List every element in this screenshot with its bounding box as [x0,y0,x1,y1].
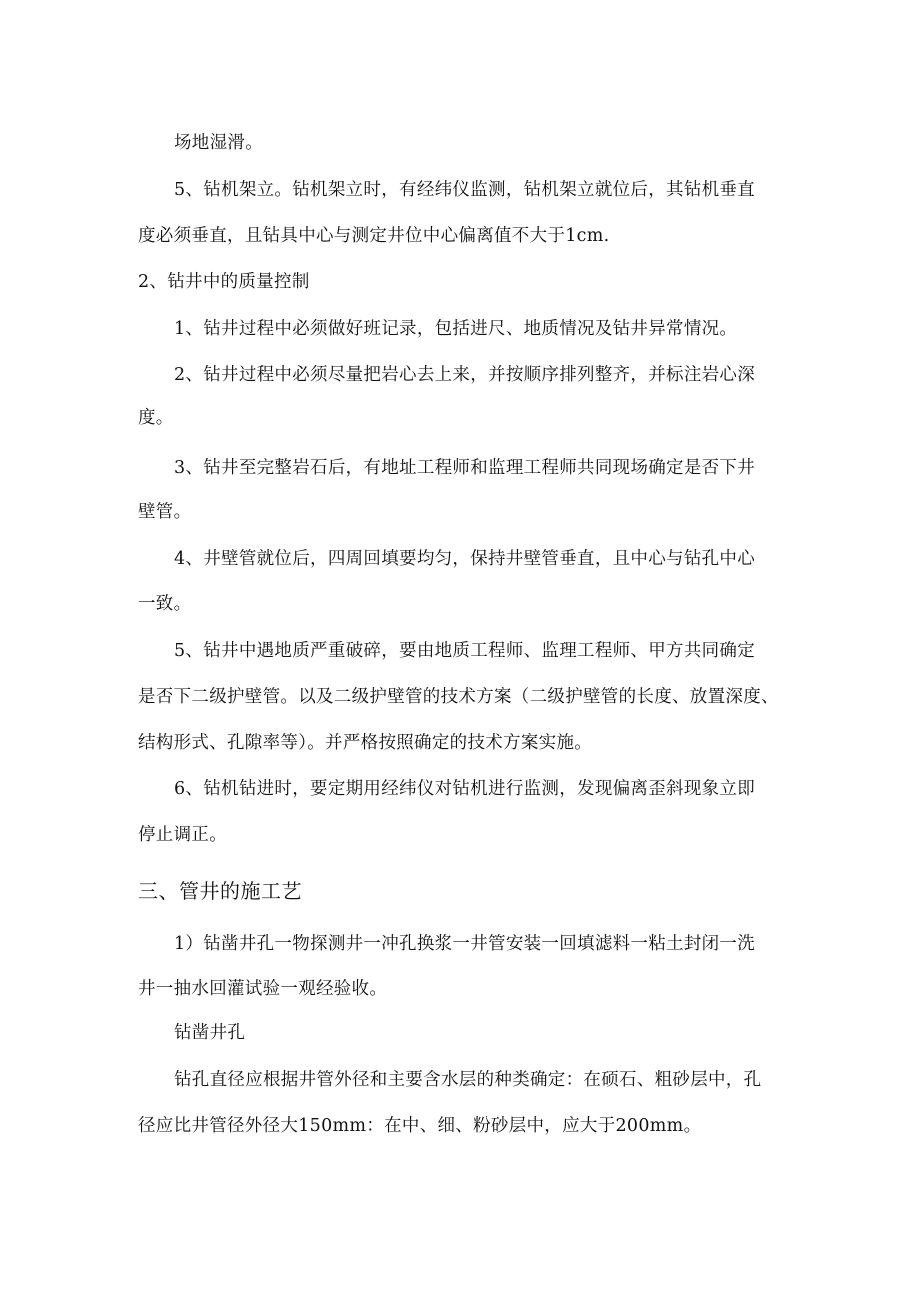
text-line: 结构形式、孔隙率等）。并严格按照确定的技术方案实施。 [138,733,593,753]
text-line: 是否下二级护壁管。以及二级护壁管的技术方案（二级护壁管的长度、放置深度、 [138,687,779,707]
text-line: 1、钻井过程中必须做好班记录，包括进尺、地质情况及钻井异常情况。 [174,319,738,339]
text-line: 停止调正。 [138,825,227,845]
text-line: 场地湿滑。 [174,133,263,153]
text-line: 度必须垂直，且钻具中心与测定井位中心偏离值不大于1cm. [138,226,610,246]
text-line: 4、井壁管就位后，四周回填要均匀，保持井壁管垂直，且中心与钻孔中心 [174,549,756,569]
text-line: 一致。 [138,594,192,614]
chapter-heading: 三、管井的施工艺 [138,879,302,903]
subheading: 钻凿井孔 [174,1023,246,1043]
text-line: 6、钻机钻进时，要定期用经纬仪对钻机进行监测，发现偏离歪斜现象立即 [174,779,756,799]
text-line: 2、钻井过程中必须尽量把岩心去上来，并按顺序排列整齐，并标注岩心深 [174,365,756,385]
text-line: 径应比井管径外径大150mm：在中、细、粉砂层中，应大于200mm。 [138,1116,702,1136]
section-heading: 2、钻井中的质量控制 [138,272,310,292]
text-line: 井一抽水回灌试验一观经验收。 [138,979,388,999]
text-line: 度。 [138,408,174,428]
text-line: 壁管。 [138,502,192,522]
text-line: 3、钻井至完整岩石后，有地址工程师和监理工程师共同现场确定是否下井 [174,458,756,478]
text-line: 1）钻凿井孔一物探测井一冲孔换浆一井管安装一回填滤料一粘土封闭一洗 [174,934,756,954]
text-line: 钻孔直径应根据井管外径和主要含水层的种类确定：在硕石、粗砂层中，孔 [174,1070,762,1090]
text-line: 5、钻机架立。钻机架立时，有经纬仪监测，钻机架立就位后，其钻机垂直 [174,180,756,200]
text-line: 5、钻井中遇地质严重破碎，要由地质工程师、监理工程师、甲方共同确定 [174,641,756,661]
